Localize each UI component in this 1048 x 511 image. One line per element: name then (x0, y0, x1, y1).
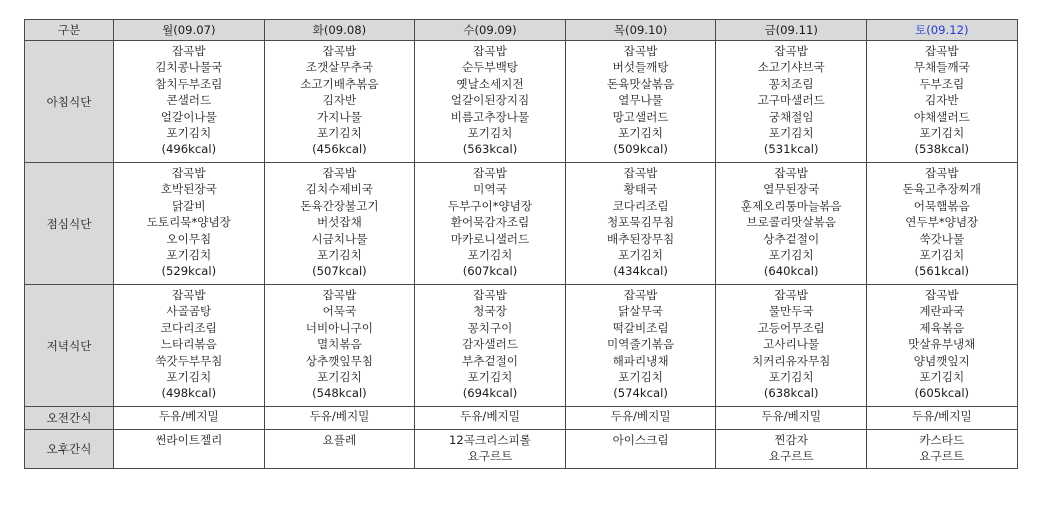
calorie-text: (640kcal) (763, 264, 819, 279)
menu-item: 멸치볶음 (316, 337, 362, 352)
menu-item: 두유/베지밀 (761, 409, 822, 423)
calorie-text: (538kcal) (914, 142, 970, 157)
lunch-row (25, 163, 1018, 285)
menu-item: 열무나물 (618, 93, 663, 108)
row-label: 오전간식 (25, 407, 114, 430)
calorie-text: (694kcal) (462, 386, 518, 401)
menu-item: 포기김치 (618, 369, 663, 384)
menu-item: 코다리조림 (612, 198, 669, 213)
menu-item: 두부조림 (919, 76, 965, 91)
menu-item: 환어묵감자조림 (450, 215, 530, 230)
menu-cell-tue (264, 430, 415, 469)
weekly-menu-table (24, 19, 1018, 469)
day-header-mon: 월(09.07) (114, 20, 265, 41)
menu-item: 훈제오리통마늘볶음 (740, 198, 842, 213)
menu-item: 너비아니구이 (305, 320, 373, 335)
menu-cell-wed (415, 285, 566, 407)
category-header: 구분 (25, 20, 114, 41)
menu-item: 두부구이*양념장 (447, 198, 533, 213)
menu-item: 잡곡밥 (924, 288, 959, 302)
menu-item: 12곡크리스피롤 (449, 433, 531, 447)
menu-item: 김치수제비국 (305, 182, 373, 197)
menu-item: 순두부백탕 (461, 60, 518, 75)
row-label: 아침식단 (25, 41, 114, 163)
calorie-text: (563kcal) (462, 142, 518, 157)
menu-item: 물만두국 (768, 304, 814, 319)
menu-cell-thu (565, 430, 716, 469)
menu-cell-mon (114, 430, 265, 469)
menu-item: 잡곡밥 (322, 166, 357, 180)
menu-item: 얼갈이나물 (160, 109, 217, 124)
menu-item: 미역줄기볶음 (606, 337, 675, 352)
menu-cell-wed (415, 407, 566, 430)
menu-item: 사골곰탕 (166, 304, 212, 319)
menu-item: 두유/베지밀 (158, 409, 219, 423)
calorie-text: (498kcal) (161, 386, 217, 401)
menu-item: 소고기배추볶음 (300, 76, 379, 91)
menu-item: 코다리조림 (160, 320, 217, 335)
menu-item: 잡곡밥 (924, 166, 959, 180)
menu-item: 두유/베지밀 (610, 409, 671, 423)
menu-item: 어묵국 (322, 304, 357, 319)
calorie-text: (529kcal) (161, 264, 217, 279)
menu-cell-wed (415, 430, 566, 469)
menu-cell-fri (716, 407, 867, 430)
menu-item: 잡곡밥 (171, 288, 206, 302)
menu-item: 김치콩나물국 (155, 60, 223, 75)
calorie-text: (507kcal) (312, 264, 367, 279)
menu-item: 잡곡밥 (322, 44, 357, 58)
menu-item: 잡곡밥 (322, 288, 357, 302)
calorie-text: (509kcal) (613, 142, 668, 157)
menu-body (25, 41, 1018, 469)
menu-item: 돈육간장불고기 (300, 198, 379, 213)
menu-item: 잡곡밥 (623, 166, 658, 180)
menu-cell-sat (866, 407, 1017, 430)
row-label: 저녁식단 (25, 285, 114, 407)
menu-item: 잡곡밥 (623, 44, 658, 58)
menu-cell-thu (565, 163, 716, 285)
menu-cell-mon (114, 285, 265, 407)
menu-item: 포기김치 (618, 247, 663, 262)
menu-item: 무채들깨국 (913, 60, 970, 75)
menu-item: 참치두부조림 (155, 76, 223, 91)
menu-item: 포기김치 (768, 125, 814, 140)
menu-item: 배추된장무침 (606, 231, 675, 246)
menu-item: 잡곡밥 (774, 166, 808, 180)
menu-item: 썬라이트젤리 (155, 433, 223, 447)
menu-item: 포기김치 (919, 125, 965, 140)
calorie-text: (434kcal) (613, 264, 668, 279)
menu-cell-fri (716, 41, 867, 163)
menu-item: 도토리묵*양념장 (146, 215, 231, 230)
calorie-text: (456kcal) (312, 142, 367, 157)
menu-item: 포기김치 (919, 369, 965, 384)
menu-item: 꽁치구이 (467, 320, 513, 335)
menu-item: 찐감자 (774, 433, 808, 447)
menu-cell-mon (114, 163, 265, 285)
menu-item: 잡곡밥 (473, 288, 507, 302)
menu-item: 해파리냉채 (612, 353, 669, 368)
menu-item: 부추겉절이 (461, 353, 518, 368)
morning-snack-row (25, 407, 1018, 430)
menu-item: 두유/베지밀 (911, 409, 972, 423)
menu-cell-thu (565, 41, 716, 163)
menu-cell-fri (716, 163, 867, 285)
menu-item: 포기김치 (618, 125, 663, 140)
menu-item: 포기김치 (467, 369, 513, 384)
menu-item: 양념깻잎지 (913, 353, 970, 368)
menu-item: 비름고추장나물 (450, 109, 530, 124)
menu-item: 포기김치 (316, 125, 362, 140)
menu-item: 오이무침 (166, 231, 212, 246)
calorie-text: (574kcal) (613, 386, 668, 401)
calorie-text: (638kcal) (763, 386, 819, 401)
menu-cell-mon (114, 41, 265, 163)
menu-item: 잡곡밥 (473, 166, 507, 180)
menu-item: 시금치나물 (311, 231, 368, 246)
menu-cell-wed (415, 41, 566, 163)
menu-item: 미역국 (473, 182, 507, 197)
menu-cell-mon (114, 407, 265, 430)
menu-cell-fri (716, 285, 867, 407)
menu-item: 고구마샐러드 (757, 93, 825, 108)
menu-cell-sat (866, 163, 1017, 285)
menu-item: 포기김치 (467, 247, 513, 262)
menu-cell-fri (716, 430, 867, 469)
menu-item: 포기김치 (166, 369, 212, 384)
calorie-text: (548kcal) (312, 386, 367, 401)
menu-item: 고사리나물 (763, 337, 820, 352)
menu-item: 잡곡밥 (473, 44, 507, 58)
menu-item: 잡곡밥 (623, 288, 658, 302)
menu-item: 마카로니샐러드 (450, 231, 530, 246)
menu-item: 쑥갓나물 (919, 231, 965, 246)
day-header-fri: 금(09.11) (716, 20, 867, 41)
menu-item: 닭갈비 (171, 198, 206, 213)
menu-item: 잡곡밥 (171, 166, 206, 180)
menu-item: 잡곡밥 (924, 44, 959, 58)
menu-cell-tue (264, 163, 415, 285)
menu-cell-sat (866, 285, 1017, 407)
menu-cell-tue (264, 285, 415, 407)
day-header-sat: 토(09.12) (866, 20, 1017, 41)
day-header-thu: 목(09.10) (565, 20, 716, 41)
calorie-text: (531kcal) (763, 142, 819, 157)
menu-item: 돈육맛살볶음 (606, 76, 675, 91)
menu-item: 치커리유자무침 (751, 353, 831, 368)
menu-item: 야채샐러드 (913, 109, 970, 124)
menu-cell-wed (415, 163, 566, 285)
menu-item: 소고기샤브국 (757, 60, 825, 75)
menu-item: 청국장 (473, 304, 507, 319)
menu-cell-thu (565, 285, 716, 407)
menu-cell-thu (565, 407, 716, 430)
menu-item: 버섯잡채 (316, 215, 362, 230)
menu-item: 호박된장국 (160, 182, 217, 197)
menu-item: 브로콜리맛살볶음 (746, 215, 836, 230)
menu-cell-sat (866, 430, 1017, 469)
breakfast-row (25, 41, 1018, 163)
menu-item: 아이스크림 (612, 433, 669, 447)
day-header-tue: 화(09.08) (264, 20, 415, 41)
calorie-text: (605kcal) (914, 386, 970, 401)
menu-item: 포기김치 (919, 247, 965, 262)
calorie-text: (496kcal) (161, 142, 217, 157)
menu-item: 계란파국 (919, 304, 965, 319)
menu-item: 버섯들깨탕 (612, 60, 669, 75)
menu-item: 망고샐러드 (612, 109, 669, 124)
menu-item: 콘샐러드 (166, 93, 212, 108)
menu-cell-tue (264, 41, 415, 163)
menu-item: 어묵햄볶음 (913, 198, 970, 213)
menu-item: 쑥갓두부무침 (155, 353, 223, 368)
dinner-row (25, 285, 1018, 407)
menu-item: 옛날소세지전 (456, 76, 524, 91)
menu-item: 제육볶음 (919, 320, 965, 335)
menu-item: 포기김치 (316, 369, 362, 384)
menu-item: 맛살유부냉채 (908, 337, 976, 352)
menu-item: 포기김치 (467, 125, 513, 140)
menu-item: 잡곡밥 (171, 44, 206, 58)
menu-item: 김자반 (924, 93, 959, 108)
menu-item: 두유/베지밀 (309, 409, 370, 423)
menu-item: 포기김치 (768, 369, 814, 384)
menu-item: 황태국 (623, 182, 658, 197)
calorie-text: (561kcal) (914, 264, 970, 279)
menu-item: 상추깻잎무침 (305, 353, 373, 368)
menu-cell-sat (866, 41, 1017, 163)
menu-item: 청포묵김무침 (606, 215, 675, 230)
menu-item: 요구르트 (467, 449, 513, 464)
menu-item: 떡갈비조림 (612, 320, 669, 335)
menu-item: 닭살무국 (618, 304, 663, 319)
menu-item: 고등어무조림 (757, 320, 825, 335)
menu-item: 꽁치조림 (768, 76, 814, 91)
menu-item: 잡곡밥 (774, 44, 808, 58)
row-label: 오후간식 (25, 430, 114, 469)
menu-item: 두유/베지밀 (460, 409, 520, 423)
menu-item: 요플레 (322, 433, 357, 447)
afternoon-snack-row (25, 430, 1018, 469)
header-row (25, 20, 1018, 41)
menu-item: 요구르트 (768, 449, 814, 464)
menu-item: 돈육고추장찌개 (902, 182, 981, 197)
day-header-wed: 수(09.09) (415, 20, 566, 41)
menu-item: 연두부*양념장 (905, 215, 979, 230)
menu-item: 포기김치 (166, 125, 212, 140)
menu-item: 얼갈이된장지짐 (450, 93, 530, 108)
calorie-text: (607kcal) (462, 264, 518, 279)
menu-item: 김자반 (322, 93, 357, 108)
menu-item: 포기김치 (316, 247, 362, 262)
menu-item: 포기김치 (166, 247, 212, 262)
menu-item: 요구르트 (919, 449, 965, 464)
menu-item: 느타리볶음 (160, 337, 217, 352)
menu-item: 잡곡밥 (774, 288, 808, 302)
menu-item: 감자샐러드 (461, 337, 518, 352)
menu-item: 조갯살무추국 (305, 60, 373, 75)
menu-item: 궁채절임 (768, 109, 814, 124)
menu-item: 상추겉절이 (763, 231, 820, 246)
menu-item: 카스타드 (919, 433, 965, 447)
row-label: 점심식단 (25, 163, 114, 285)
menu-cell-tue (264, 407, 415, 430)
menu-item: 열무된장국 (763, 182, 820, 197)
menu-item: 가지나물 (316, 109, 362, 124)
menu-item: 포기김치 (768, 247, 814, 262)
